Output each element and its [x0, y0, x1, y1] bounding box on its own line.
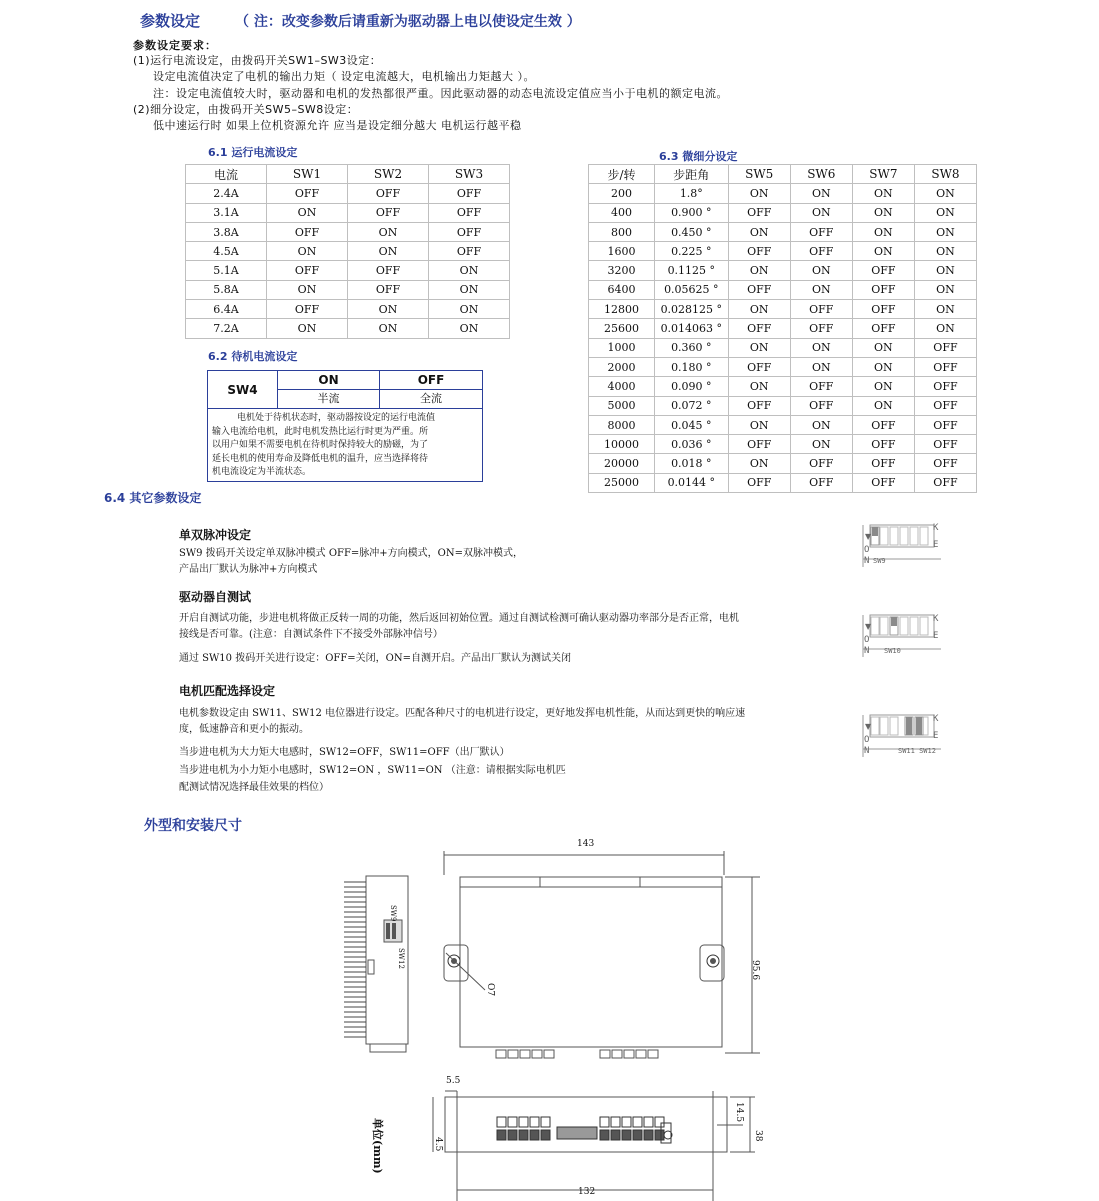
- dim-143: 143: [577, 839, 595, 849]
- table-cell: 1.8°: [654, 184, 728, 203]
- table-cell: ON: [790, 415, 852, 434]
- table-cell: 5000: [589, 396, 655, 415]
- table-cell: OFF: [728, 319, 790, 338]
- table-cell: OFF: [728, 203, 790, 222]
- table-cell: 0.450 °: [654, 222, 728, 241]
- table-cell: ON: [914, 261, 976, 280]
- dim-132: 132: [578, 1187, 596, 1197]
- table-cell: ON: [790, 338, 852, 357]
- table-cell: 25000: [589, 473, 655, 492]
- sw4-on-value: 半流: [278, 390, 380, 409]
- table-cell: OFF: [429, 242, 510, 261]
- table-cell: ON: [348, 300, 429, 319]
- pulse-line-2: 产品出厂默认为脉冲+方向模式: [179, 564, 318, 575]
- table-cell: 0.028125 °: [654, 300, 728, 319]
- table-cell: OFF: [728, 280, 790, 299]
- page-title: 参数设定: [140, 12, 201, 30]
- table-row: [186, 280, 510, 299]
- table-cell: ON: [728, 300, 790, 319]
- requirements-heading: 参数设定要求：: [133, 39, 217, 52]
- table-cell: 0.090 °: [654, 377, 728, 396]
- table-cell: OFF: [852, 280, 914, 299]
- table-cell: ON: [429, 261, 510, 280]
- table-cell: 0.1125 °: [654, 261, 728, 280]
- table-cell: ON: [790, 435, 852, 454]
- sw4-desc-line: 以用户如果不需要电机在待机时保持较大的励磁，为了: [212, 440, 429, 450]
- table-cell: ON: [728, 261, 790, 280]
- dim-4-5: 4.5: [433, 1137, 443, 1152]
- table-cell: ON: [267, 242, 348, 261]
- table-cell: 10000: [589, 435, 655, 454]
- table-cell: ON: [852, 396, 914, 415]
- match-line-4: 当步进电机为小力矩小电感时，SW12=ON ，SW11=ON （注意：请根据实际电机匹: [179, 765, 566, 776]
- sw12-side-label: SW12: [397, 948, 405, 969]
- table-row: [186, 222, 510, 241]
- table-cell: OFF: [852, 435, 914, 454]
- table-cell: ON: [267, 280, 348, 299]
- table-header-cell: SW1: [267, 165, 348, 184]
- table-cell: 0.014063 °: [654, 319, 728, 338]
- table-cell: 4000: [589, 377, 655, 396]
- table-cell: OFF: [790, 473, 852, 492]
- match-line-5: 配测试情况选择最佳效果的档位）: [179, 782, 329, 793]
- table-row: [589, 203, 977, 222]
- table-cell: OFF: [728, 357, 790, 376]
- match-heading: 电机匹配选择设定: [179, 684, 276, 698]
- dimensions-title: 外型和安装尺寸: [144, 818, 242, 834]
- selftest-line-1: 开启自测试功能，步进电机将做正反转一周的功能，然后返回初始位置。通过自测试检测可确认驱动器功率部分是否正常，电机: [179, 613, 739, 624]
- table-cell: ON: [914, 300, 976, 319]
- table-row: [589, 435, 977, 454]
- table-header-cell: SW2: [348, 165, 429, 184]
- table-cell: ON: [790, 261, 852, 280]
- table-cell: OFF: [852, 319, 914, 338]
- dip-k-letter: K: [933, 714, 939, 724]
- table-cell: 6.4A: [186, 300, 267, 319]
- table-row: [186, 261, 510, 280]
- table-header-cell: SW8: [914, 165, 976, 184]
- table-cell: ON: [790, 203, 852, 222]
- table-cell: 400: [589, 203, 655, 222]
- table-cell: OFF: [790, 222, 852, 241]
- table-cell: ON: [914, 222, 976, 241]
- table-cell: OFF: [914, 415, 976, 434]
- header-note: （ 注：改变参数后请重新为驱动器上电以使设定生效 ）: [235, 14, 581, 30]
- table-row: [589, 300, 977, 319]
- sw4-off-header: OFF: [380, 371, 482, 390]
- table-cell: 1000: [589, 338, 655, 357]
- table-cell: ON: [348, 222, 429, 241]
- table-cell: 7.2A: [186, 319, 267, 338]
- table-cell: ON: [728, 415, 790, 434]
- req-line-2: 设定电流值决定了电机的输出力矩（ 设定电流越大，电机输出力矩越大 ）。: [153, 70, 535, 83]
- dip-o-letter: O: [864, 635, 870, 645]
- table-cell: OFF: [348, 280, 429, 299]
- table-cell: 200: [589, 184, 655, 203]
- table-cell: ON: [267, 203, 348, 222]
- table-cell: ON: [790, 357, 852, 376]
- table-cell: OFF: [267, 300, 348, 319]
- table-cell: 1600: [589, 242, 655, 261]
- table-header-cell: SW5: [728, 165, 790, 184]
- pulse-line-1: SW9 拨码开关设定单双脉冲模式 OFF=脉冲+方向模式，ON=双脉冲模式，: [179, 548, 524, 559]
- match-line-3: 当步进电机为大力矩大电感时，SW12=OFF，SW11=OFF（出厂默认）: [179, 747, 510, 758]
- table-cell: ON: [790, 184, 852, 203]
- table-cell: OFF: [267, 184, 348, 203]
- table-cell: OFF: [790, 454, 852, 473]
- table-cell: 0.180 °: [654, 357, 728, 376]
- table-cell: ON: [429, 280, 510, 299]
- table-cell: 3.1A: [186, 203, 267, 222]
- table-header-cell: 步距角: [654, 165, 728, 184]
- table-cell: 4.5A: [186, 242, 267, 261]
- table-cell: 5.8A: [186, 280, 267, 299]
- table-row: [589, 415, 977, 434]
- table-cell: ON: [852, 203, 914, 222]
- table61-title: 6.1 运行电流设定: [208, 146, 298, 159]
- table-row: [186, 184, 510, 203]
- table-cell: ON: [348, 242, 429, 261]
- table-cell: OFF: [852, 454, 914, 473]
- table-row: [589, 473, 977, 492]
- table-cell: OFF: [728, 473, 790, 492]
- table-header-cell: SW6: [790, 165, 852, 184]
- table-cell: 25600: [589, 319, 655, 338]
- table-row: [589, 280, 977, 299]
- table-cell: 0.072 °: [654, 396, 728, 415]
- table-cell: OFF: [790, 396, 852, 415]
- table-cell: ON: [728, 338, 790, 357]
- sw4-desc-line: 输入电流给电机，此时电机发热比运行时更为严重。所: [212, 426, 429, 437]
- table-cell: ON: [852, 377, 914, 396]
- dip-o-letter: O: [864, 735, 870, 745]
- table-cell: OFF: [852, 300, 914, 319]
- selftest-line-2: 接线是否可靠。(注意：自测试条件下不接受外部脉冲信号）: [179, 629, 443, 640]
- table-cell: ON: [728, 454, 790, 473]
- table-cell: 2.4A: [186, 184, 267, 203]
- dip-n-letter: N: [864, 646, 870, 656]
- table-row: [186, 203, 510, 222]
- table-cell: ON: [728, 377, 790, 396]
- table-row: [589, 338, 977, 357]
- table-cell: OFF: [790, 242, 852, 261]
- req-line-3: 注：设定电流值较大时，驱动器和电机的发热都很严重。因此驱动器的动态电流设定值应当小于电机的额定电流。: [153, 87, 728, 100]
- dip-e-letter: E: [933, 631, 939, 641]
- table-header-cell: SW3: [429, 165, 510, 184]
- table-cell: OFF: [852, 473, 914, 492]
- table63-title: 6.3 微细分设定: [659, 150, 738, 163]
- req-line-4: (2)细分设定，由拨码开关SW5–SW8设定：: [133, 103, 359, 116]
- standby-current-box: [207, 370, 483, 482]
- table-cell: 2000: [589, 357, 655, 376]
- table-cell: 3200: [589, 261, 655, 280]
- table-header-row: [589, 165, 977, 184]
- table-row: [589, 319, 977, 338]
- table-cell: OFF: [429, 184, 510, 203]
- dip-n-letter: N: [864, 556, 870, 566]
- table-header-cell: SW7: [852, 165, 914, 184]
- table-cell: 0.036 °: [654, 435, 728, 454]
- table62-title: 6.2 待机电流设定: [208, 350, 298, 363]
- side-view-drawing: [340, 870, 420, 1060]
- dip-k-letter: K: [933, 523, 939, 533]
- sw9-side-label: SW9: [389, 905, 397, 922]
- table-cell: OFF: [348, 261, 429, 280]
- table-cell: 5.1A: [186, 261, 267, 280]
- selftest-heading: 驱动器自测试: [179, 590, 252, 604]
- table-cell: OFF: [790, 319, 852, 338]
- table-cell: ON: [852, 242, 914, 261]
- table-cell: 0.360 °: [654, 338, 728, 357]
- table-row: [186, 319, 510, 338]
- table-cell: ON: [914, 319, 976, 338]
- table-cell: OFF: [790, 377, 852, 396]
- table-cell: OFF: [728, 396, 790, 415]
- table-row: [589, 377, 977, 396]
- table-row: [589, 396, 977, 415]
- table-cell: OFF: [267, 261, 348, 280]
- table-cell: ON: [914, 184, 976, 203]
- table-cell: 0.05625 °: [654, 280, 728, 299]
- table-cell: OFF: [914, 396, 976, 415]
- top-view-drawing: [430, 845, 770, 1060]
- dim-95-6: 95.6: [750, 960, 760, 981]
- dim-07: O7: [485, 983, 495, 997]
- table-cell: 12800: [589, 300, 655, 319]
- table-cell: 20000: [589, 454, 655, 473]
- table-cell: ON: [790, 280, 852, 299]
- sw4-desc-line: 延长电机的使用寿命及降低电机的温升，应当选择将待: [212, 453, 429, 464]
- table-cell: ON: [267, 319, 348, 338]
- table-header-cell: 电流: [186, 165, 267, 184]
- table-header-row: [186, 165, 510, 184]
- svg-text:▼: ▼: [865, 532, 872, 541]
- table-cell: ON: [429, 319, 510, 338]
- dip-sw10-label: SW10: [884, 647, 901, 655]
- table-cell: 0.900 °: [654, 203, 728, 222]
- table-cell: ON: [914, 203, 976, 222]
- table-cell: OFF: [914, 338, 976, 357]
- table-cell: OFF: [914, 454, 976, 473]
- section64-title: 6.4 其它参数设定: [104, 491, 202, 505]
- table-cell: ON: [852, 338, 914, 357]
- table-cell: OFF: [728, 435, 790, 454]
- dim-5-5: 5.5: [446, 1076, 461, 1086]
- table-cell: ON: [914, 242, 976, 261]
- svg-text:▼: ▼: [865, 622, 872, 631]
- sw4-desc-line: 电机处于待机状态时，驱动器按设定的运行电流值: [237, 413, 436, 423]
- table-row: [186, 300, 510, 319]
- table-cell: ON: [728, 222, 790, 241]
- table-row: [589, 184, 977, 203]
- dip-n-letter: N: [864, 746, 870, 756]
- table-cell: OFF: [728, 242, 790, 261]
- table-cell: 6400: [589, 280, 655, 299]
- pulse-heading: 单双脉冲设定: [179, 528, 252, 542]
- dip-k-letter: K: [933, 614, 939, 624]
- table-cell: ON: [429, 300, 510, 319]
- sw4-label: SW4: [208, 371, 278, 409]
- table-cell: 0.018 °: [654, 454, 728, 473]
- table-cell: OFF: [429, 203, 510, 222]
- req-line-1: (1)运行电流设定，由拨码开关SW1–SW3设定：: [133, 54, 382, 67]
- match-line-2: 度，低速静音和更小的振动。: [179, 724, 309, 735]
- table-cell: 0.045 °: [654, 415, 728, 434]
- table-row: [589, 261, 977, 280]
- table-cell: OFF: [348, 184, 429, 203]
- table-cell: ON: [852, 222, 914, 241]
- table-header-cell: 步/转: [589, 165, 655, 184]
- table-cell: ON: [914, 280, 976, 299]
- table-cell: OFF: [348, 203, 429, 222]
- dim-14-5: 14.5: [734, 1102, 744, 1123]
- table-cell: ON: [728, 184, 790, 203]
- dip-e-letter: E: [933, 731, 939, 741]
- table-cell: ON: [852, 357, 914, 376]
- selftest-line-3: 通过 SW10 拨码开关进行设定：OFF=关闭，ON=自测开启。产品出厂默认为测试关闭: [179, 653, 571, 664]
- table-cell: OFF: [852, 261, 914, 280]
- table-cell: OFF: [852, 415, 914, 434]
- req-line-5: 低中速运行时 如果上位机资源允许 应当是设定细分越大 电机运行越平稳: [153, 119, 522, 132]
- dip-sw9-label: SW9: [873, 557, 886, 565]
- front-view-drawing: [425, 1085, 770, 1201]
- sw4-desc-line: 机电流设定为半流状态。: [212, 467, 312, 477]
- table-cell: OFF: [790, 300, 852, 319]
- table-cell: ON: [348, 319, 429, 338]
- table-cell: 0.0144 °: [654, 473, 728, 492]
- sw4-on-header: ON: [278, 371, 380, 390]
- table-row: [589, 454, 977, 473]
- dip-e-letter: E: [933, 540, 939, 550]
- sw4-description: [212, 412, 435, 480]
- table-cell: 0.225 °: [654, 242, 728, 261]
- table-row: [589, 222, 977, 241]
- table-row: [589, 242, 977, 261]
- table-cell: 8000: [589, 415, 655, 434]
- table-cell: 800: [589, 222, 655, 241]
- table-row: [186, 242, 510, 261]
- dim-38: 38: [753, 1130, 763, 1142]
- table-cell: OFF: [914, 435, 976, 454]
- unit-label: 单位(mm): [371, 1118, 384, 1174]
- dip-o-letter: O: [864, 545, 870, 555]
- table-cell: OFF: [914, 377, 976, 396]
- dip-sw11-sw12-label: SW11 SW12: [898, 747, 936, 755]
- table-cell: OFF: [914, 473, 976, 492]
- svg-text:▼: ▼: [865, 722, 872, 731]
- table-cell: OFF: [914, 357, 976, 376]
- dip-switch-sw10-icon: [862, 613, 942, 658]
- table-cell: OFF: [429, 222, 510, 241]
- match-line-1: 电机参数设定由 SW11、SW12 电位器进行设定。匹配各种尺寸的电机进行设定，更好地发挥电机性能，从而达到更快的响应速: [179, 708, 746, 719]
- table-cell: ON: [852, 184, 914, 203]
- sw4-off-value: 全流: [380, 390, 482, 409]
- table-cell: 3.8A: [186, 222, 267, 241]
- microstep-table: [588, 164, 977, 493]
- running-current-table: [185, 164, 510, 339]
- table-cell: OFF: [267, 222, 348, 241]
- table-row: [589, 357, 977, 376]
